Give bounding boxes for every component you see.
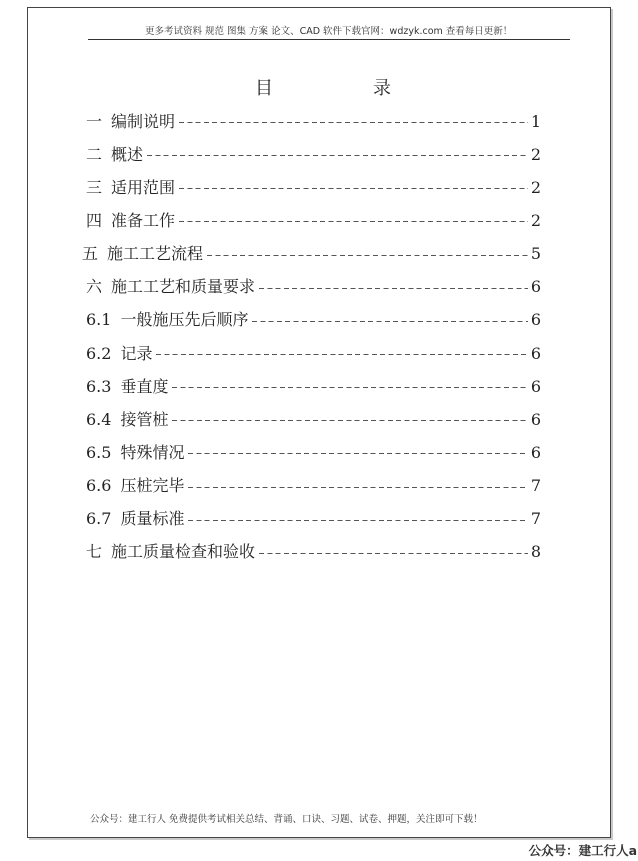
toc-leader-dashes (259, 553, 528, 554)
toc-leader-dashes (156, 354, 527, 355)
table-of-contents (82, 105, 541, 569)
toc-entry-page: 1 (530, 111, 541, 131)
toc-entry-page: 7 (530, 476, 541, 496)
toc-entry-number: 6.3 (86, 376, 112, 396)
toc-leader-dashes (172, 387, 527, 388)
toc-entry-page: 6 (530, 442, 541, 462)
toc-entry-page: 5 (530, 244, 541, 264)
toc-entry-number: 二 (86, 144, 103, 164)
toc-leader-dashes (179, 221, 528, 222)
toc-entry-title: 施工质量检查和验收 (111, 542, 256, 562)
toc-entry-title: 质量标准 (120, 509, 185, 529)
toc-entry-page: 6 (530, 277, 541, 297)
toc-entry (86, 503, 541, 536)
header-divider (88, 39, 570, 40)
toc-entry-title: 概述 (111, 144, 144, 164)
toc-leader-dashes (179, 122, 528, 123)
document-page (27, 7, 611, 838)
toc-entry (86, 436, 541, 469)
toc-entry-page: 6 (530, 409, 541, 429)
toc-entry-number: 6.1 (86, 310, 112, 330)
toc-entry-title: 一般施压先后顺序 (120, 310, 249, 330)
toc-entry-number: 七 (86, 542, 103, 562)
toc-entry-page: 2 (530, 144, 541, 164)
toc-entry-title: 施工工艺流程 (107, 244, 204, 264)
corner-watermark: 公众号：建工行人a (528, 843, 637, 858)
toc-entry (86, 204, 541, 237)
toc-entry-number: 三 (86, 177, 103, 197)
toc-entry-page: 6 (530, 343, 541, 363)
toc-entry-title: 记录 (120, 343, 153, 363)
toc-heading: 目录 (255, 78, 491, 99)
toc-entry-number: 六 (86, 277, 103, 297)
toc-entry-number: 6.5 (86, 442, 112, 462)
toc-entry-number: 6.6 (86, 476, 112, 496)
toc-leader-dashes (252, 321, 527, 322)
toc-entry (86, 403, 541, 436)
toc-entry-title: 适用范围 (111, 177, 176, 197)
toc-entry (86, 337, 541, 370)
toc-entry-page: 7 (530, 509, 541, 529)
toc-leader-dashes (188, 487, 527, 488)
toc-entry-page: 2 (530, 177, 541, 197)
toc-entry-title: 施工工艺和质量要求 (111, 277, 256, 297)
toc-entry (82, 238, 541, 271)
toc-entry-page: 8 (530, 542, 541, 562)
toc-entry-page: 2 (530, 210, 541, 230)
toc-leader-dashes (147, 155, 528, 156)
toc-entry (86, 171, 541, 204)
page-footer-text: 公众号：建工行人 免费提供考试相关总结、背诵、口诀、习题、试卷、押题，关注即可下载！ (90, 814, 483, 825)
toc-entry-number: 四 (86, 210, 103, 230)
toc-leader-dashes (188, 520, 527, 521)
toc-entry-number: 6.2 (86, 343, 112, 363)
toc-entry (86, 370, 541, 403)
toc-leader-dashes (172, 420, 527, 421)
toc-entry-number: 五 (82, 244, 99, 264)
toc-entry (86, 105, 541, 138)
page-header-text: 更多考试资料 规范 图集 方案 论文、CAD 软件下载官网：wdzyk.com 查看每日更新！ (145, 26, 513, 37)
toc-entry-title: 编制说明 (111, 111, 176, 131)
toc-leader-dashes (188, 453, 527, 454)
toc-entry-number: 6.7 (86, 509, 112, 529)
toc-entry-title: 压桩完毕 (120, 476, 185, 496)
toc-entry-title: 垂直度 (120, 376, 169, 396)
toc-entry-page: 6 (530, 310, 541, 330)
toc-entry-number: 一 (86, 111, 103, 131)
toc-entry-page: 6 (530, 376, 541, 396)
toc-entry-number: 6.4 (86, 409, 112, 429)
toc-entry (86, 271, 541, 304)
toc-entry (86, 304, 541, 337)
toc-entry-title: 接管桩 (120, 409, 169, 429)
toc-entry-title: 准备工作 (111, 210, 176, 230)
toc-entry (86, 536, 541, 569)
toc-leader-dashes (179, 188, 528, 189)
toc-leader-dashes (259, 288, 528, 289)
toc-entry-title: 特殊情况 (120, 442, 185, 462)
toc-entry (86, 470, 541, 503)
toc-leader-dashes (207, 255, 528, 256)
toc-entry (86, 138, 541, 171)
